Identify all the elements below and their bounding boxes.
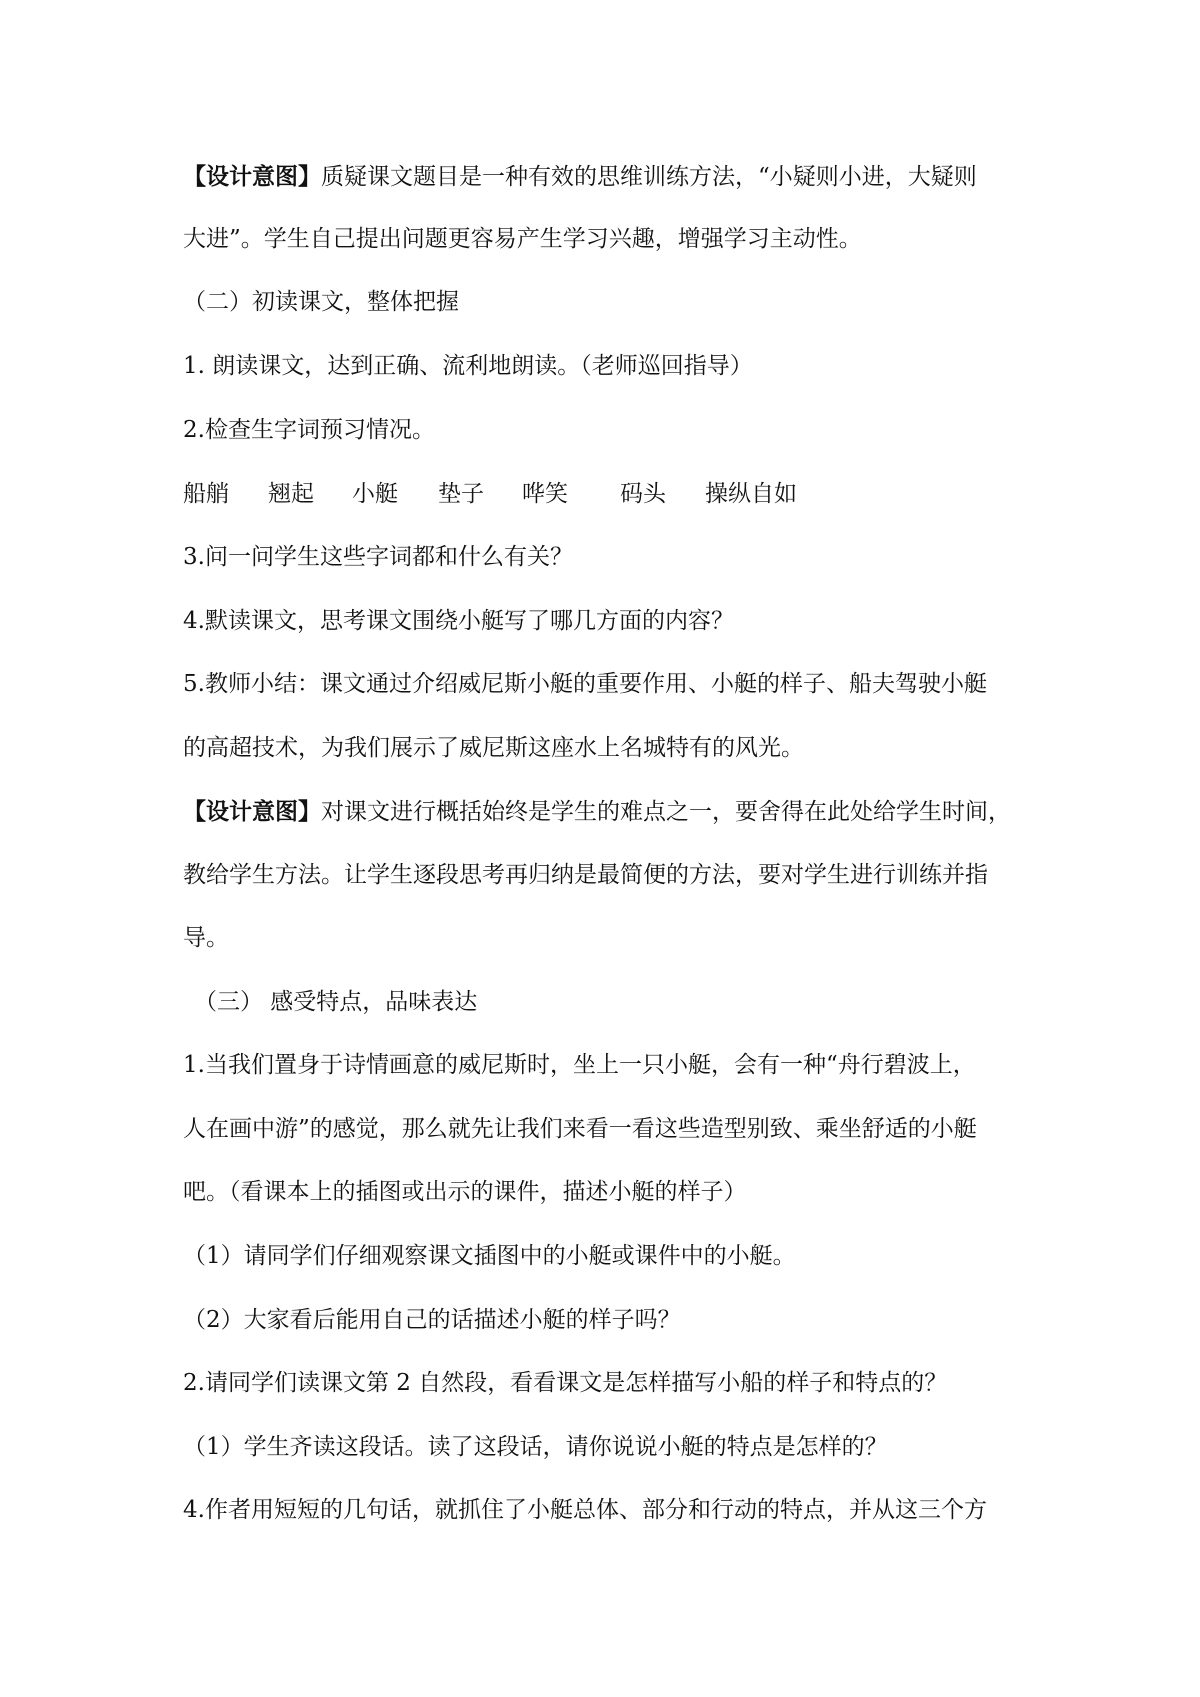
vocab-word: 码头 bbox=[620, 481, 666, 507]
design-intent-text: 对课文进行概括始终是学生的难点之一，要舍得在此处给学生时间， bbox=[321, 799, 1011, 825]
list-item-5-line-2: 的高超技术，为我们展示了威尼斯这座水上名城特有的风光。 bbox=[183, 735, 804, 761]
design-intent-label: 【设计意图】 bbox=[183, 163, 321, 190]
list-item-2: 2.检查生字词预习情况。 bbox=[183, 417, 435, 443]
vocab-word: 船艄 bbox=[183, 481, 229, 507]
design-intent-label: 【设计意图】 bbox=[183, 798, 321, 825]
sub-item-1: （1）请同学们仔细观察课文插图中的小艇或课件中的小艇。 bbox=[183, 1243, 796, 1269]
section3-item-1-line-2: 人在画中游”的感觉，那么就先让我们来看一看这些造型别致、乘坐舒适的小艇 bbox=[183, 1116, 977, 1142]
section-heading-3: （三） 感受特点，品味表达 bbox=[194, 989, 478, 1015]
design-intent-text: 质疑课文题目是一种有效的思维训练方法，“小疑则小进，大疑则 bbox=[321, 164, 977, 190]
section-heading-2: （二）初读课文，整体把握 bbox=[183, 289, 459, 315]
design-intent-2-line-3: 导。 bbox=[183, 925, 229, 951]
section3-item-1-line-1: 1.当我们置身于诗情画意的威尼斯时，坐上一只小艇，会有一种“舟行碧波上， bbox=[183, 1052, 976, 1078]
vocab-word: 哗笑 bbox=[522, 481, 568, 507]
vocab-word: 垫子 bbox=[438, 481, 484, 507]
design-intent-2-line-2: 教给学生方法。让学生逐段思考再归纳是最简便的方法，要对学生进行训练并指 bbox=[183, 862, 988, 888]
design-intent-line-1 bbox=[183, 161, 1033, 193]
vocab-word: 操纵自如 bbox=[705, 481, 797, 507]
vocab-word: 翘起 bbox=[268, 481, 314, 507]
list-item-3: 3.问一问学生这些字词都和什么有关？ bbox=[183, 544, 573, 570]
sub-item-2: （2）大家看后能用自己的话描述小艇的样子吗？ bbox=[183, 1307, 681, 1333]
design-intent-line-2: 大进”。学生自己提出问题更容易产生学习兴趣，增强学习主动性。 bbox=[183, 226, 862, 252]
list-item-1: 1. 朗读课文，达到正确、流利地朗读。（老师巡回指导） bbox=[183, 353, 753, 379]
section3-item-4: 4.作者用短短的几句话，就抓住了小艇总体、部分和行动的特点，并从这三个方 bbox=[183, 1497, 987, 1523]
section3-item-1-line-3: 吧。（看课本上的插图或出示的课件，描述小艇的样子） bbox=[183, 1179, 747, 1205]
sub-item-3: （1）学生齐读这段话。读了这段话，请你说说小艇的特点是怎样的？ bbox=[183, 1434, 888, 1460]
list-item-5-line-1: 5.教师小结：课文通过介绍威尼斯小艇的重要作用、小艇的样子、船夫驾驶小艇 bbox=[183, 671, 987, 697]
vocab-word: 小艇 bbox=[352, 481, 398, 507]
design-intent-2-line-1 bbox=[183, 796, 1033, 828]
list-item-4: 4.默读课文，思考课文围绕小艇写了哪几方面的内容？ bbox=[183, 608, 734, 634]
section3-item-2: 2.请同学们读课文第 2 自然段，看看课文是怎样描写小船的样子和特点的？ bbox=[183, 1370, 948, 1396]
